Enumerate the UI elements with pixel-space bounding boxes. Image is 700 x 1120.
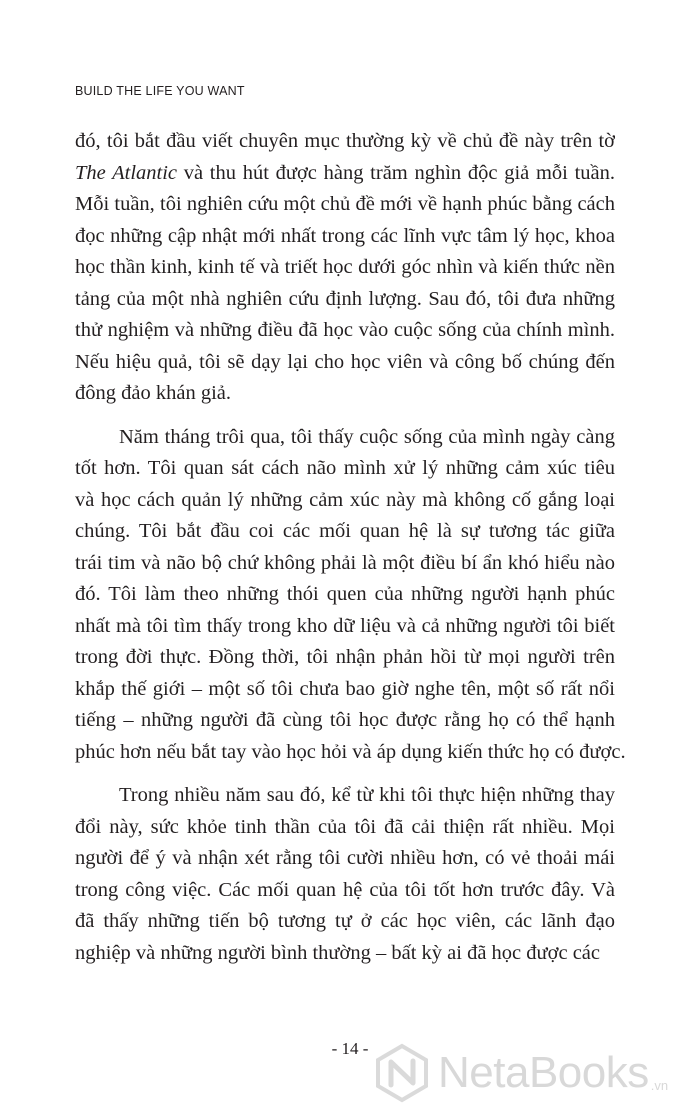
text-line: nghiệp và những người bình thường – bất kỳ ai đã học được các	[75, 941, 601, 964]
paragraph	[75, 780, 615, 969]
text-line: đã thấy những tiến bộ tương tự ở các học viên, các lãnh đạo	[75, 910, 615, 932]
running-header: BUILD THE LIFE YOU WANT	[75, 84, 245, 98]
text-line: và học cách quản lý những cảm xúc này mà không cố gắng loại	[75, 488, 615, 511]
text-line: đọc những cập nhật mới nhất trong các lĩnh vực tâm lý học, khoa	[75, 224, 615, 247]
paragraph	[75, 126, 615, 410]
paragraph-gap	[75, 410, 615, 422]
paragraph	[75, 422, 626, 769]
watermark-suffix: .vn	[650, 1078, 669, 1093]
text-line: khắp thế giới – một số tôi chưa bao giờ nghe tên, một số rất nổi	[75, 677, 615, 700]
text-line: Năm tháng trôi qua, tôi thấy cuộc sống của mình ngày càng	[119, 425, 615, 448]
text-line: đông đảo khán giả.	[75, 382, 231, 404]
watermark-text: NetaBooks	[438, 1048, 649, 1097]
text-line: học thần kinh, kinh tế và triết học dưới góc nhìn và kiến thức nền	[75, 256, 615, 278]
text-line: đổi này, sức khỏe tinh thần của tôi đã cải thiện rất nhiều. Mọi	[75, 815, 615, 838]
text-line: thử nghiệm và những điều đã học vào cuộc sống của chính mình.	[75, 319, 615, 341]
text-line	[75, 158, 615, 190]
body-text	[75, 126, 626, 969]
text-line: đó, tôi bắt đầu viết chuyên mục thường kỳ về chủ đề này trên tờ	[75, 130, 615, 152]
text-line: nhất mà tôi tìm thấy trong kho dữ liệu và cả những người tôi biết	[75, 614, 615, 637]
text-line-rest: và thu hút được hàng trăm nghìn độc giả mỗi tuần.	[177, 161, 615, 184]
text-line: tảng của một nhà nghiên cứu định lượng. Sau đó, tôi đưa những	[75, 287, 615, 310]
text-line: tiếng – những người đã cùng tôi học được rằng họ có thể hạnh	[75, 709, 615, 731]
publication-title: The Atlantic	[75, 161, 177, 184]
text-line: trong đời thực. Đồng thời, tôi nhận phản hồi từ mọi người trên	[75, 646, 615, 668]
text-line: Nếu hiệu quả, tôi sẽ dạy lại cho học viên và công bố chúng đến	[75, 350, 615, 373]
text-line: Mỗi tuần, tôi nghiên cứu một chủ đề mới về hạnh phúc bằng cách	[75, 193, 615, 215]
text-line: đó. Tôi làm theo những thói quen của những người hạnh phúc	[75, 583, 615, 605]
text-line: Trong nhiều năm sau đó, kể từ khi tôi thực hiện những thay	[119, 784, 615, 806]
text-line: trong công việc. Các mối quan hệ của tôi tốt hơn trước đây. Và	[75, 878, 615, 901]
text-line: tốt hơn. Tôi quan sát cách não mình xử lý những cảm xúc tiêu	[75, 457, 615, 479]
page-number: - 14 -	[331, 1039, 369, 1058]
text-line: chúng. Tôi bắt đầu coi các mối quan hệ là sự tương tác giữa	[75, 520, 615, 542]
text-line: phúc hơn nếu bắt tay vào học hỏi và áp dụng kiến thức họ có được.	[75, 740, 626, 763]
paragraph-gap	[75, 768, 615, 780]
text-line: người để ý và nhận xét rằng tôi cười nhiều hơn, có vẻ thoải mái	[75, 847, 615, 869]
text-line: trái tim và não bộ chứ không phải là một điều bí ẩn khó hiểu nào	[75, 551, 615, 574]
